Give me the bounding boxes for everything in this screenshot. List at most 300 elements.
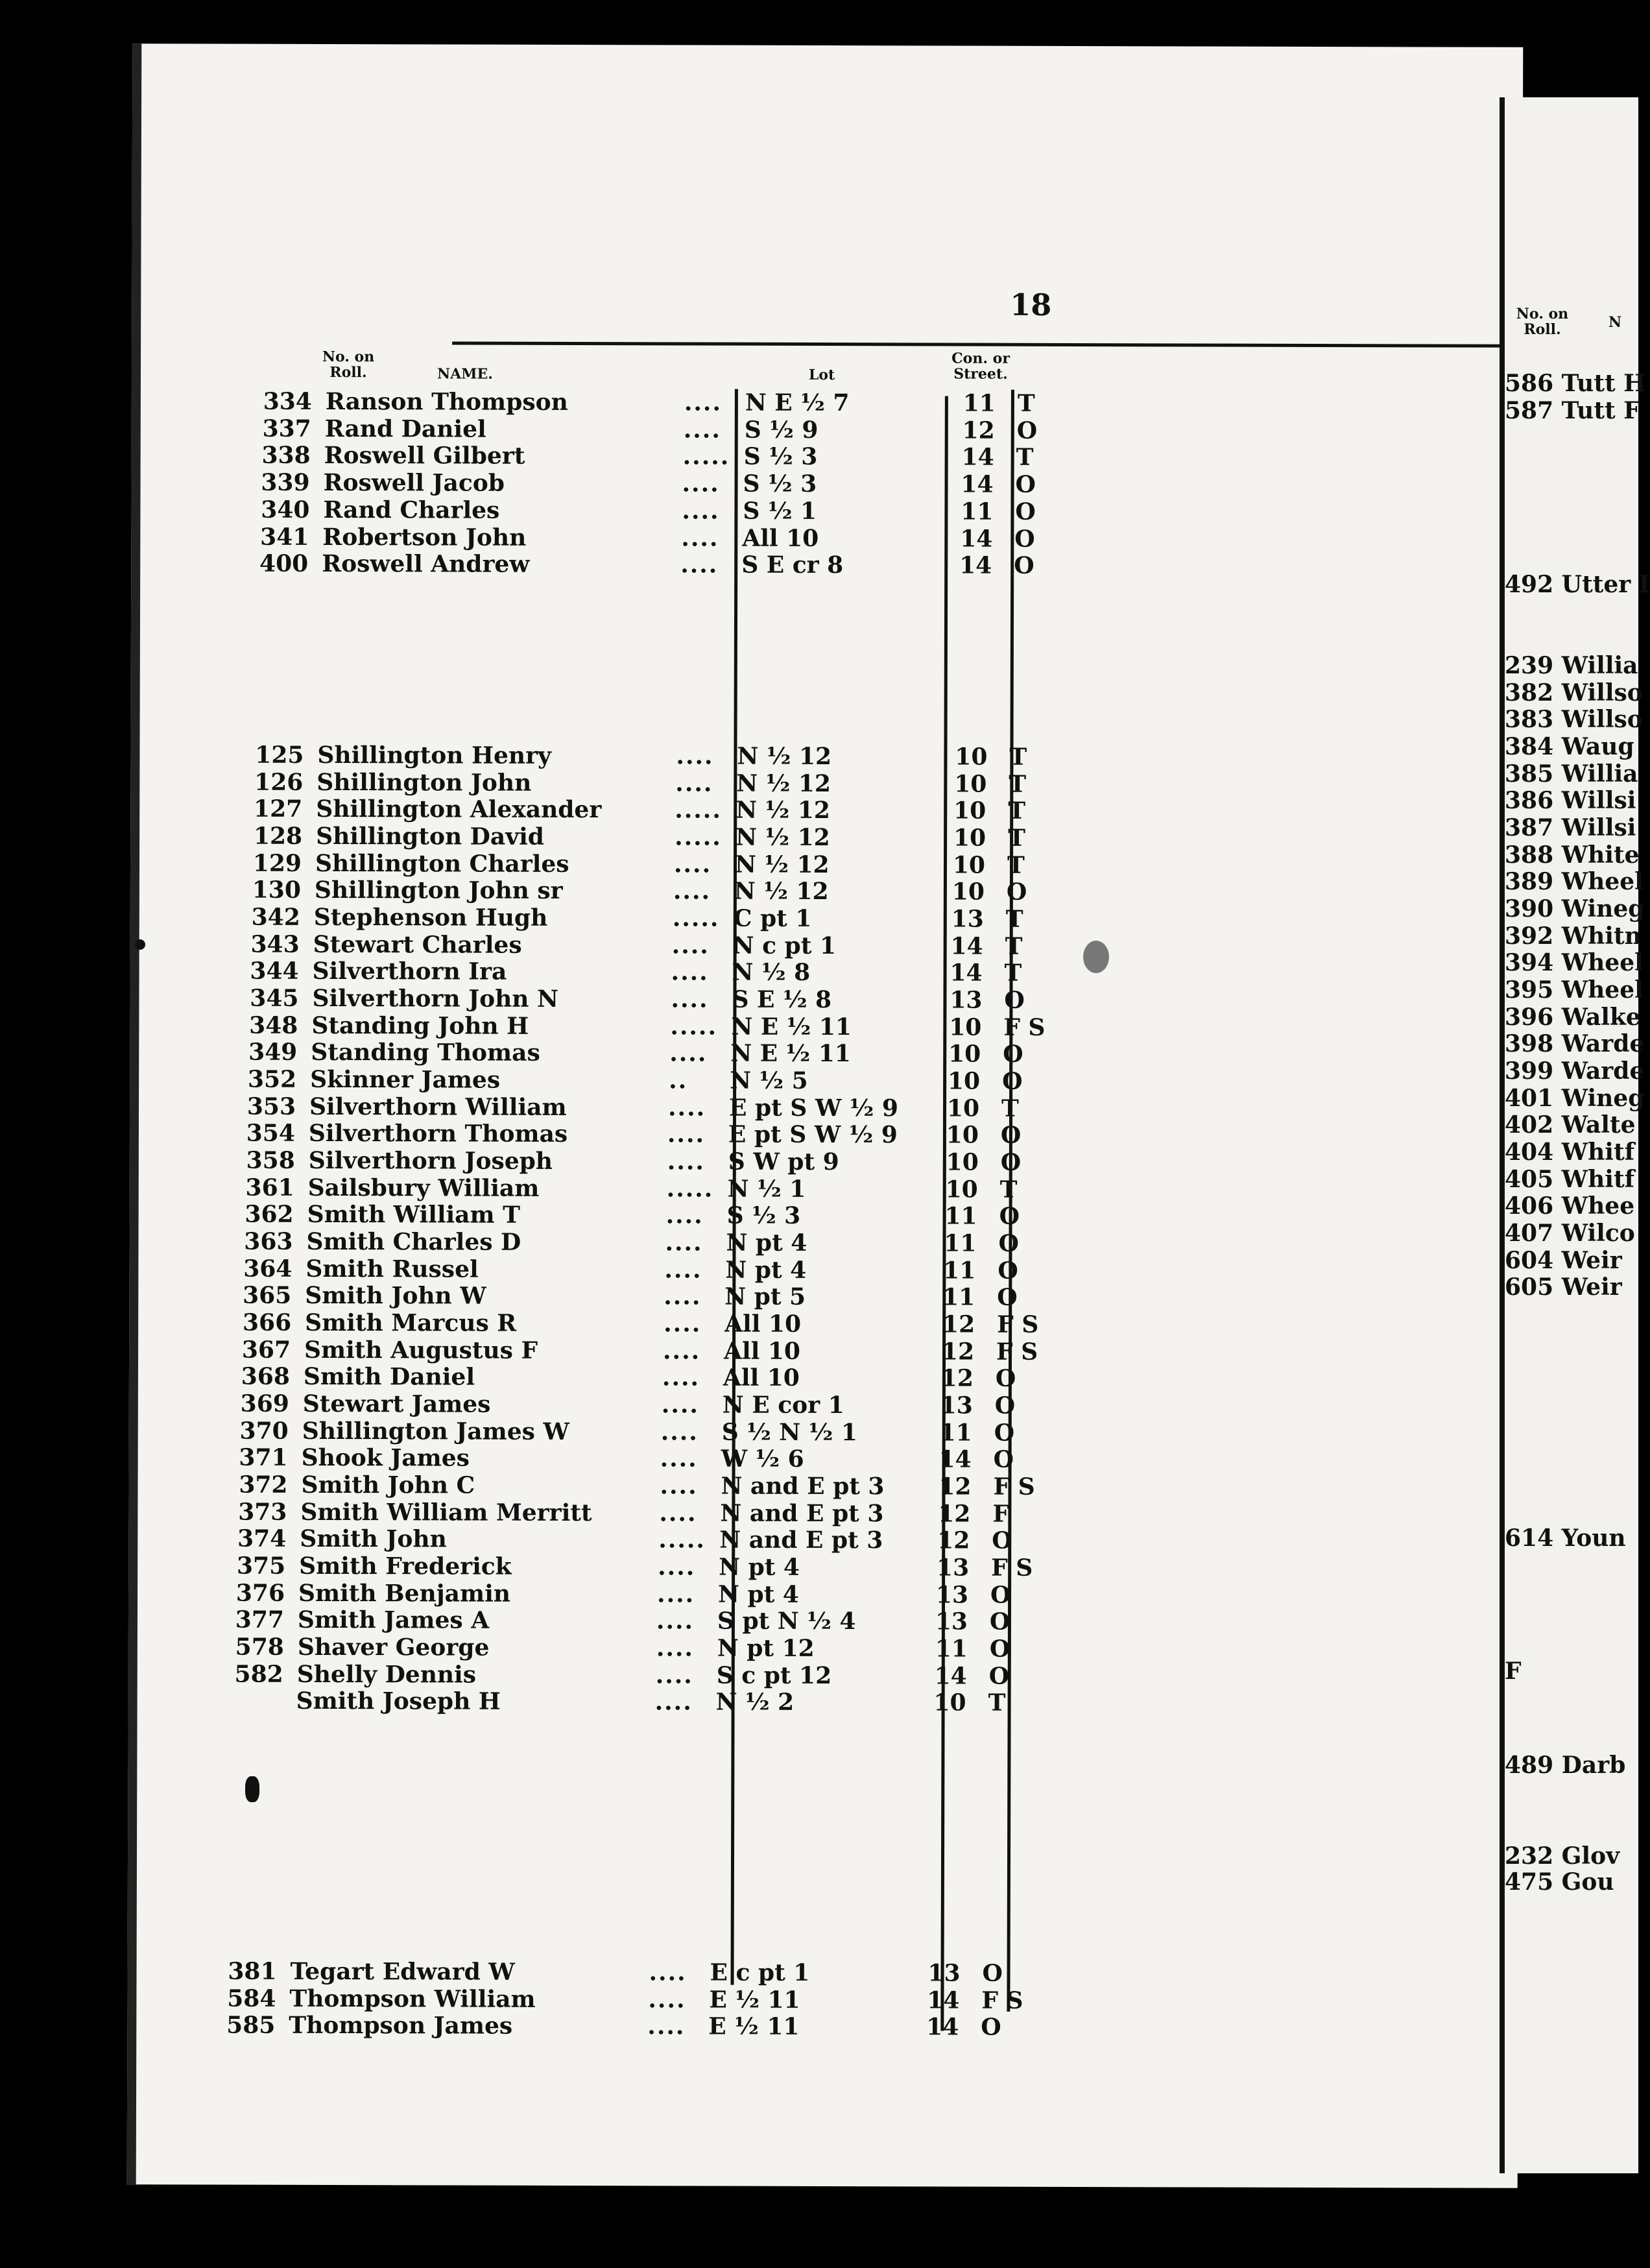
table-row (139, 741, 1242, 771)
concession-number: 13 (935, 1581, 969, 1609)
lot-description: S ½ 3 (726, 1201, 801, 1229)
table-row (139, 1174, 1241, 1203)
lot-description: S ½ 9 (744, 416, 819, 444)
leader-dots: .... (664, 1256, 702, 1284)
tenure-status: O (993, 1445, 1014, 1473)
table-row (138, 1227, 1241, 1257)
roll-number: 367 (241, 1336, 291, 1364)
roll-number: 345 (250, 984, 299, 1012)
table-row (138, 1336, 1241, 1366)
tenure-status: O (1015, 470, 1036, 498)
concession-number: 14 (927, 1986, 960, 2014)
resident-name: Stewart Charles (313, 930, 522, 959)
concession-number: 11 (944, 1202, 977, 1230)
lot-description: E ½ 11 (708, 2012, 800, 2040)
table-row (140, 496, 1243, 525)
table-row (141, 415, 1243, 444)
concession-number: 10 (945, 1176, 978, 1203)
table-row (136, 2011, 1239, 2041)
tenure-status: T (1008, 797, 1026, 825)
table-row (139, 930, 1242, 960)
lot-description: S E cr 8 (741, 551, 844, 579)
resident-name: Silverthorn Thomas (308, 1119, 568, 1148)
facing-list-item: 392 Whitn (1505, 923, 1642, 950)
leader-dots: .... (654, 1688, 693, 1716)
leader-dots: .... (682, 497, 720, 525)
concession-number: 10 (953, 824, 986, 852)
facing-list-item: 385 Willia (1505, 760, 1638, 788)
tenure-status: O (990, 1581, 1011, 1609)
resident-name: Standing Thomas (311, 1038, 540, 1067)
tenure-status: T (1005, 932, 1023, 960)
tenure-status: F S (981, 1986, 1023, 2014)
lot-description: S pt N ½ 4 (717, 1607, 856, 1635)
tenure-status: F S (1003, 1013, 1046, 1041)
lot-description: N ½ 12 (737, 742, 832, 771)
roll-number: 381 (228, 1957, 277, 1985)
tenure-status: O (989, 1608, 1010, 1635)
resident-name: Shillington David (316, 822, 545, 850)
tenure-status: O (1014, 525, 1035, 553)
tenure-status: O (992, 1526, 1012, 1554)
leader-dots: .... (676, 742, 714, 770)
concession-number: 14 (961, 470, 994, 498)
concession-number: 10 (947, 1067, 981, 1095)
table-row (139, 876, 1242, 906)
facing-list-item: 399 Warde (1505, 1057, 1645, 1085)
table-row (140, 549, 1243, 579)
table-row (138, 1525, 1240, 1554)
resident-name: Thompson William (289, 1984, 536, 2013)
resident-name: Smith James A (297, 1606, 490, 1634)
tenure-status: O (998, 1229, 1019, 1257)
facing-list-item: 404 Whitf (1505, 1139, 1635, 1166)
leader-dots: .... (658, 1553, 696, 1581)
lot-description: S W pt 9 (728, 1148, 839, 1176)
lot-description: N ½ 12 (735, 823, 830, 852)
leader-dots: .... (671, 985, 709, 1013)
facing-list-item: 383 Willso (1505, 706, 1643, 733)
header-no-on-roll: No. on Roll. (322, 348, 375, 381)
table-row (138, 1498, 1240, 1528)
resident-name: Smith Joseph H (296, 1687, 501, 1715)
tenure-status: T (999, 1176, 1018, 1203)
concession-number: 12 (938, 1500, 971, 1528)
tenure-status: O (997, 1283, 1018, 1311)
leader-dots: ..... (675, 823, 722, 851)
leader-dots: ..... (682, 442, 730, 470)
tenure-status: T (1017, 389, 1035, 417)
concession-number: 10 (954, 770, 987, 798)
concession-number: 11 (939, 1419, 972, 1447)
concession-number: 10 (951, 878, 985, 906)
lot-description: N ½ 12 (735, 796, 830, 825)
lot-description: N pt 4 (719, 1553, 800, 1581)
table-row (138, 1687, 1240, 1717)
resident-name: Roswell Jacob (323, 468, 505, 497)
tenure-status: O (981, 2013, 1001, 2041)
lot-description: All 10 (723, 1337, 801, 1365)
tenure-status: O (1016, 416, 1038, 444)
roll-number: 125 (255, 741, 304, 769)
leader-dots: ..... (658, 1526, 706, 1554)
concession-number: 12 (940, 1364, 974, 1392)
lot-description: S ½ N ½ 1 (721, 1418, 857, 1447)
concession-number: 11 (943, 1257, 976, 1285)
lot-description: E ½ 11 (709, 1986, 800, 2014)
resident-name: Shillington James W (302, 1417, 569, 1445)
leader-dots: .... (656, 1634, 695, 1662)
facing-list-item: 492 Utter I (1505, 571, 1650, 598)
leader-dots: .... (671, 958, 709, 986)
resident-name: Silverthorn Joseph (308, 1146, 553, 1175)
resident-name: Robertson John (322, 523, 527, 551)
roll-number: 129 (252, 849, 302, 877)
table-row (136, 1984, 1239, 2014)
roll-number: 353 (246, 1092, 296, 1120)
roll-number: 334 (263, 387, 312, 415)
roll-number: 338 (261, 441, 311, 469)
table-row (139, 822, 1242, 852)
tenure-status: O (1014, 551, 1034, 579)
lot-description: S ½ 1 (743, 497, 817, 525)
tenure-status: O (999, 1202, 1020, 1230)
tenure-status: T (1016, 443, 1034, 471)
table-row (141, 387, 1243, 417)
concession-number: 10 (946, 1148, 979, 1176)
facing-list-item: 239 Willia (1505, 652, 1638, 679)
roll-number: 365 (243, 1281, 292, 1309)
table-row (138, 1660, 1240, 1690)
resident-name: Shook James (301, 1443, 470, 1472)
table-row (139, 795, 1242, 825)
lot-description: N ½ 12 (734, 850, 830, 879)
resident-name: Smith Daniel (303, 1362, 475, 1391)
tenure-status: O (1000, 1121, 1022, 1149)
table-row (139, 1038, 1241, 1068)
resident-name: Stewart James (302, 1390, 491, 1418)
roll-number: 400 (259, 549, 309, 577)
tenure-status: T (1001, 1094, 1019, 1122)
roll-number: 127 (254, 795, 303, 823)
leader-dots: .... (662, 1364, 700, 1392)
table-row (138, 1417, 1241, 1447)
table-row (138, 1579, 1240, 1609)
lot-description: N pt 5 (724, 1283, 806, 1310)
facing-header-name: N (1608, 314, 1622, 331)
tenure-status: F S (991, 1554, 1033, 1582)
concession-number: 10 (946, 1121, 979, 1149)
lot-description: E pt S W ½ 9 (728, 1120, 898, 1149)
leader-dots: .... (680, 551, 719, 579)
resident-name: Smith William T (307, 1200, 520, 1229)
resident-name: Smith Marcus R (305, 1309, 517, 1337)
concession-number: 11 (963, 389, 996, 417)
facing-list-item: 489 Darb (1505, 1752, 1626, 1779)
table-row (139, 957, 1242, 987)
tenure-status: T (1009, 743, 1027, 771)
concession-number: 13 (951, 905, 984, 933)
tenure-status: O (1006, 878, 1027, 906)
resident-name: Rand Daniel (324, 415, 486, 443)
leader-dots: .... (647, 2012, 686, 2040)
resident-name: Silverthorn Ira (312, 957, 507, 985)
roll-number: 358 (246, 1146, 295, 1174)
header-con-or-street: Con. or Street. (951, 350, 1010, 383)
facing-list-item: 407 Wilco (1505, 1220, 1635, 1247)
resident-name: Stephenson Hugh (313, 903, 548, 932)
table-row (138, 1633, 1240, 1663)
roll-number: 343 (250, 930, 300, 958)
leader-dots: .... (660, 1472, 698, 1500)
leader-dots: .... (675, 769, 713, 797)
table-row (138, 1390, 1241, 1419)
roll-number: 130 (252, 876, 301, 904)
roll-number: 373 (238, 1498, 287, 1526)
concession-number: 10 (948, 1040, 981, 1068)
table-row (139, 1092, 1241, 1122)
facing-header-no-on-roll: No. on Roll. (1516, 306, 1569, 338)
tenure-status: T (1004, 959, 1022, 987)
concession-number: 13 (940, 1392, 973, 1419)
lot-description: E pt S W ½ 9 (728, 1094, 899, 1122)
leader-dots: .... (664, 1283, 702, 1310)
roll-number: 337 (262, 415, 311, 442)
concession-number: 12 (942, 1310, 975, 1338)
facing-list-item: 232 Glov (1505, 1842, 1620, 1870)
concession-number: 10 (946, 1094, 980, 1122)
resident-name: Smith John (300, 1525, 447, 1553)
leader-dots: .... (667, 1120, 706, 1148)
roll-number: 368 (241, 1362, 291, 1390)
header-name: NAME. (436, 365, 494, 383)
table-row (139, 1146, 1241, 1176)
lot-description: N E ½ 7 (745, 389, 850, 417)
resident-name: Smith John W (305, 1281, 486, 1310)
facing-list-item: 384 Waug (1505, 733, 1634, 760)
lot-description: All 10 (742, 524, 819, 552)
concession-number: 11 (935, 1635, 968, 1663)
tenure-status: O (994, 1419, 1015, 1447)
resident-name: Shaver George (297, 1633, 490, 1661)
resident-name: Ranson Thompson (325, 387, 568, 416)
lot-description: N and E pt 3 (721, 1472, 885, 1501)
resident-name: Sailsbury William (307, 1174, 540, 1202)
roll-number: 582 (234, 1660, 283, 1688)
concession-number: 11 (942, 1283, 975, 1311)
facing-list-item: 390 Wineg (1505, 895, 1645, 923)
leader-dots: .... (673, 877, 711, 905)
leader-dots: .... (657, 1580, 695, 1608)
tenure-status: T (1009, 770, 1027, 798)
resident-name: Shillington Charles (315, 849, 569, 878)
table-row (139, 768, 1242, 798)
leader-dots: .... (671, 932, 710, 959)
concession-number: 10 (952, 851, 986, 879)
lot-description: N ½ 12 (736, 769, 831, 798)
header-rule-top (452, 341, 1509, 347)
tenure-status: O (1015, 498, 1036, 525)
roll-number: 363 (244, 1227, 293, 1255)
table-row (139, 1065, 1241, 1095)
tenure-status: O (989, 1635, 1010, 1663)
tenure-status: O (998, 1257, 1018, 1285)
resident-name: Smith John C (301, 1471, 475, 1499)
lot-description: N E cor 1 (722, 1391, 844, 1419)
tenure-status: O (982, 1959, 1003, 1987)
facing-list-item: 396 Walke (1505, 1004, 1641, 1031)
resident-name: Shillington John sr (314, 876, 563, 904)
facing-page (1500, 97, 1650, 2173)
roll-number: 341 (260, 523, 309, 551)
roll-number: 369 (240, 1390, 289, 1418)
leader-dots: .... (673, 850, 712, 878)
resident-name: Smith Charles D (306, 1227, 521, 1256)
roll-number: 377 (235, 1606, 285, 1634)
roll-number: 366 (242, 1309, 292, 1336)
table-row (140, 523, 1243, 553)
roll-number: 344 (250, 957, 299, 985)
facing-list-item: 395 Wheel (1505, 976, 1644, 1004)
resident-name: Standing John H (311, 1011, 529, 1040)
table-row (139, 984, 1241, 1014)
tenure-status: F S (993, 1473, 1035, 1501)
leader-dots: .... (655, 1661, 693, 1689)
facing-list-item: 475 Gou (1505, 1868, 1614, 1896)
tenure-status: O (994, 1392, 1016, 1419)
leader-dots: .... (684, 389, 723, 416)
roll-number: 352 (247, 1065, 297, 1093)
facing-list-item: 406 Whee (1505, 1192, 1635, 1220)
resident-name: Silverthorn William (309, 1092, 567, 1121)
resident-name: Shelly Dennis (296, 1660, 477, 1689)
facing-list-item: 605 Weir (1505, 1273, 1622, 1301)
facing-list-item: 394 Wheel (1505, 949, 1644, 976)
lot-description: N ½ 8 (732, 958, 811, 986)
concession-number: 13 (935, 1608, 968, 1635)
table-row (141, 441, 1243, 471)
leader-dots: .... (659, 1499, 697, 1527)
facing-list-item: 614 Youn (1505, 1525, 1626, 1552)
tenure-status: T (1007, 851, 1025, 879)
concession-number: 12 (941, 1338, 975, 1366)
tenure-status: O (1003, 1040, 1023, 1068)
resident-name: Smith Benjamin (298, 1579, 511, 1608)
table-row (139, 1119, 1241, 1149)
tenure-status: F (992, 1500, 1010, 1528)
facing-list-item: 405 Whitf (1505, 1166, 1635, 1193)
concession-number: 14 (961, 443, 994, 471)
facing-list-item: 387 Willsi (1505, 814, 1636, 841)
facing-list-item: F (1505, 1658, 1522, 1685)
resident-name: Smith William Merritt (300, 1498, 592, 1527)
table-row (138, 1362, 1241, 1392)
roll-number: 364 (243, 1255, 293, 1283)
lot-description: S c pt 12 (716, 1661, 832, 1690)
resident-name: Roswell Gilbert (324, 441, 525, 470)
tenure-status: F S (997, 1310, 1039, 1338)
facing-list-item: 604 Weir (1505, 1247, 1622, 1274)
lot-description: N c pt 1 (732, 932, 837, 960)
roll-number: 126 (254, 768, 304, 796)
roll-number: 339 (261, 468, 310, 496)
register-page (127, 43, 1524, 2188)
concession-number: 14 (960, 525, 993, 553)
tenure-status: O (988, 1662, 1010, 1690)
lot-description: C pt 1 (733, 904, 812, 932)
resident-name: Shillington John (317, 768, 532, 797)
table-row (140, 468, 1243, 498)
concession-number: 10 (933, 1689, 966, 1717)
concession-number: 12 (962, 416, 995, 444)
concession-number: 10 (953, 797, 986, 825)
leader-dots: .... (665, 1201, 704, 1229)
leader-dots: ..... (670, 1013, 718, 1041)
tenure-status: T (1005, 905, 1023, 933)
table-row (138, 1552, 1240, 1582)
concession-number: 13 (937, 1554, 970, 1582)
lot-description: N and E pt 3 (720, 1499, 884, 1528)
facing-list-item: 587 Tutt F (1505, 397, 1640, 424)
leader-dots: .... (667, 1094, 706, 1122)
table-row (139, 903, 1242, 933)
resident-name: Smith Frederick (299, 1552, 512, 1580)
roll-number: 349 (248, 1038, 298, 1066)
concession-number: 14 (950, 932, 983, 960)
leader-dots: .... (656, 1607, 695, 1635)
lot-description: W ½ 6 (721, 1445, 804, 1473)
lot-description: N E ½ 11 (731, 1013, 852, 1041)
table-row (139, 849, 1242, 879)
leader-dots: .... (669, 1039, 708, 1067)
roll-number: 374 (237, 1525, 287, 1552)
lot-description: E c pt 1 (710, 1959, 810, 1986)
leader-dots: ..... (666, 1175, 714, 1203)
leader-dots: .... (661, 1391, 700, 1419)
roll-number: 354 (246, 1119, 295, 1147)
facing-list-item: 586 Tutt H (1505, 370, 1646, 397)
resident-name: Rand Charles (323, 496, 500, 524)
facing-list-item: 402 Walte (1505, 1111, 1636, 1139)
tenure-status: O (1002, 1067, 1023, 1095)
concession-number: 11 (944, 1229, 977, 1257)
table-row (138, 1255, 1241, 1285)
lot-description: N pt 4 (725, 1256, 807, 1284)
facing-list-item: 389 Wheel (1505, 868, 1644, 895)
resident-name: Roswell Andrew (322, 549, 530, 578)
leader-dots: .... (683, 416, 721, 444)
facing-list-item: 386 Willsi (1505, 787, 1636, 814)
resident-name: Shillington Alexander (316, 795, 602, 824)
lot-description: N ½ 5 (730, 1067, 808, 1094)
roll-number: 340 (261, 496, 310, 524)
table-row (138, 1606, 1240, 1635)
roll-number: 376 (235, 1579, 285, 1607)
lot-description: N pt 4 (726, 1229, 807, 1257)
facing-list-item: 382 Willso (1505, 679, 1643, 706)
tenure-status: O (995, 1364, 1016, 1392)
roll-number: 342 (251, 903, 300, 931)
ink-mark (245, 1776, 259, 1802)
table-row (139, 1200, 1241, 1230)
tenure-status: O (1000, 1148, 1022, 1176)
leader-dots: .... (681, 524, 719, 552)
leader-dots: .... (665, 1229, 703, 1257)
lot-description: N ½ 1 (727, 1175, 806, 1203)
lot-description: N pt 12 (717, 1634, 815, 1662)
facing-list-item: 401 Wineg (1505, 1085, 1645, 1112)
facing-list-item: 398 Warde (1505, 1030, 1645, 1057)
